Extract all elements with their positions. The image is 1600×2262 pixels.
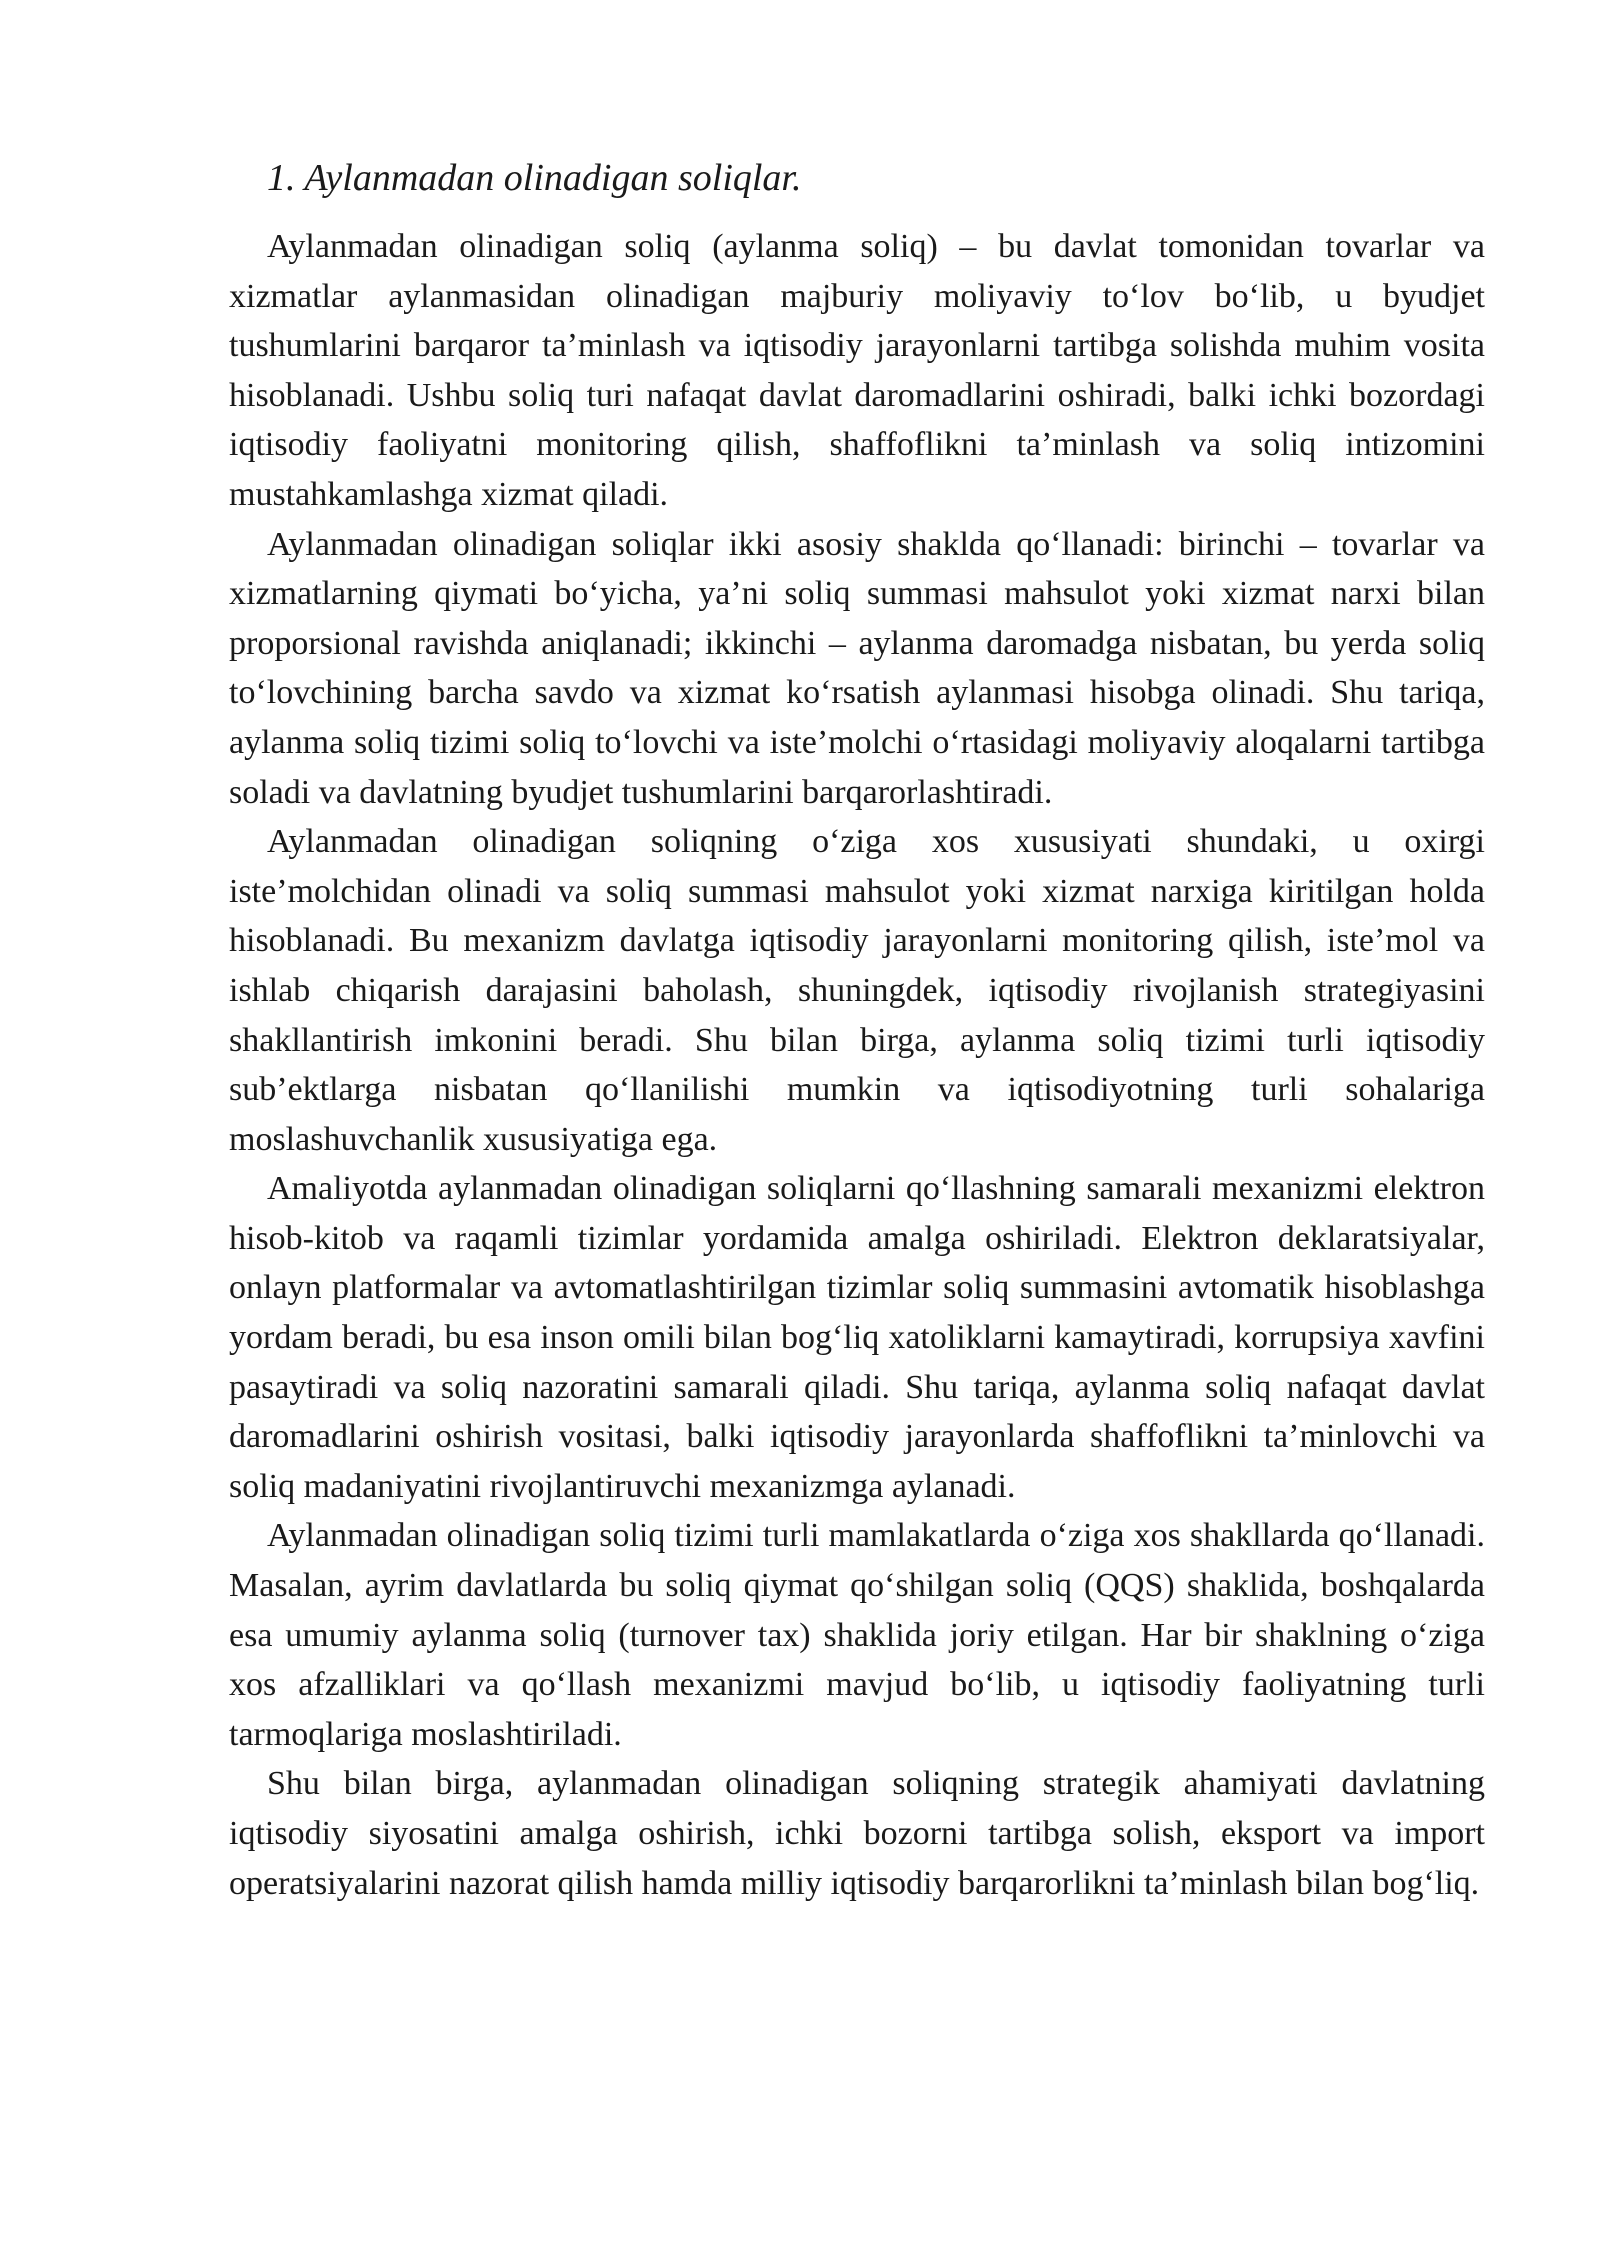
paragraph-5: Aylanmadan olinadigan soliq tizimi turli mamlakatlarda o‘ziga xos shakllarda qo‘llanadi. Masalan, ayrim davlatlarda bu soliq qiymat qo‘shilgan soliq (QQS) shaklida, boshqalarda esa umumiy aylanma soliq (turnover tax) shaklida joriy etilgan. Har bir shaklning o‘ziga xos afzalliklari va qo‘llash mexanizmi mavjud bo‘lib, u iqtisodiy faoliyatning turli tarmoqlariga moslashtiriladi.: [229, 1517, 1485, 1753]
paragraph-6: Shu bilan birga, aylanmadan olinadigan soliqning strategik ahamiyati davlatning iqtisodiy siyosatini amalga oshirish, ichki bozorni tartibga solish, eksport va import operatsiyalarini nazorat qilish hamda milliy iqtisodiy barqarorlikni ta’minlash bilan bog‘liq.: [229, 1765, 1485, 1902]
paragraph-4: Amaliyotda aylanmadan olinadigan soliqlarni qo‘llashning samarali mexanizmi elektron hisob-kitob va raqamli tizimlar yordamida amalga oshiriladi. Elektron deklaratsiyalar, onlayn platformalar va avtomatlashtirilgan tizimlar soliq summasini avtomatik hisoblashga yordam beradi, bu esa inson omili bilan bog‘liq xatoliklarni kamaytiradi, korrupsiya xavfini pasaytiradi va soliq nazoratini samarali qiladi. Shu tariqa, aylanma soliq nafaqat davlat daromadlarini oshirish vositasi, balki iqtisodiy jarayonlarda shaffoflikni ta’minlovchi va soliq madaniyatini rivojlantiruvchi mexanizmga aylanadi.: [229, 1170, 1485, 1505]
section-heading: 1. Aylanmadan olinadigan soliqlar.: [267, 157, 802, 199]
document-page: [229, 148, 1485, 1908]
paragraph-3: Aylanmadan olinadigan soliqning o‘ziga xos xususiyati shundaki, u oxirgi iste’molchidan olinadi va soliq summasi mahsulot yoki xizmat narxiga kiritilgan holda hisoblanadi. Bu mexanizm davlatga iqtisodiy jarayonlarni monitoring qilish, iste’mol va ishlab chiqarish darajasini baholash, shuningdek, iqtisodiy rivojlanish strategiyasini shakllantirish imkonini beradi. Shu bilan birga, aylanma soliq tizimi turli iqtisodiy sub’ektlarga nisbatan qo‘llanilishi mumkin va iqtisodiyotning turli sohalariga moslashuvchanlik xususiyatiga ega.: [229, 823, 1485, 1158]
paragraph-1: Aylanmadan olinadigan soliq (aylanma soliq) – bu davlat tomonidan tovarlar va xizmatlar aylanmasidan olinadigan majburiy moliyaviy to‘lov bo‘lib, u byudjet tushumlarini barqaror ta’minlash va iqtisodiy jarayonlarni tartibga solishda muhim vosita hisoblanadi. Ushbu soliq turi nafaqat davlat daromadlarini oshiradi, balki ichki bozordagi iqtisodiy faoliyatni monitoring qilish, shaffoflikni ta’minlash va soliq intizomini mustahkamlashga xizmat qiladi.: [229, 228, 1485, 513]
paragraph-2: Aylanmadan olinadigan soliqlar ikki asosiy shaklda qo‘llanadi: birinchi – tovarlar va xizmatlarning qiymati bo‘yicha, ya’ni soliq summasi mahsulot yoki xizmat narxi bilan proporsional ravishda aniqlanadi; ikkinchi – aylanma daromadga nisbatan, bu yerda soliq to‘lovchining barcha savdo va xizmat ko‘rsatish aylanmasi hisobga olinadi. Shu tariqa, aylanma soliq tizimi soliq to‘lovchi va iste’molchi o‘rtasidagi moliyaviy aloqalarni tartibga soladi va davlatning byudjet tushumlarini barqarorlashtiradi.: [229, 525, 1485, 811]
